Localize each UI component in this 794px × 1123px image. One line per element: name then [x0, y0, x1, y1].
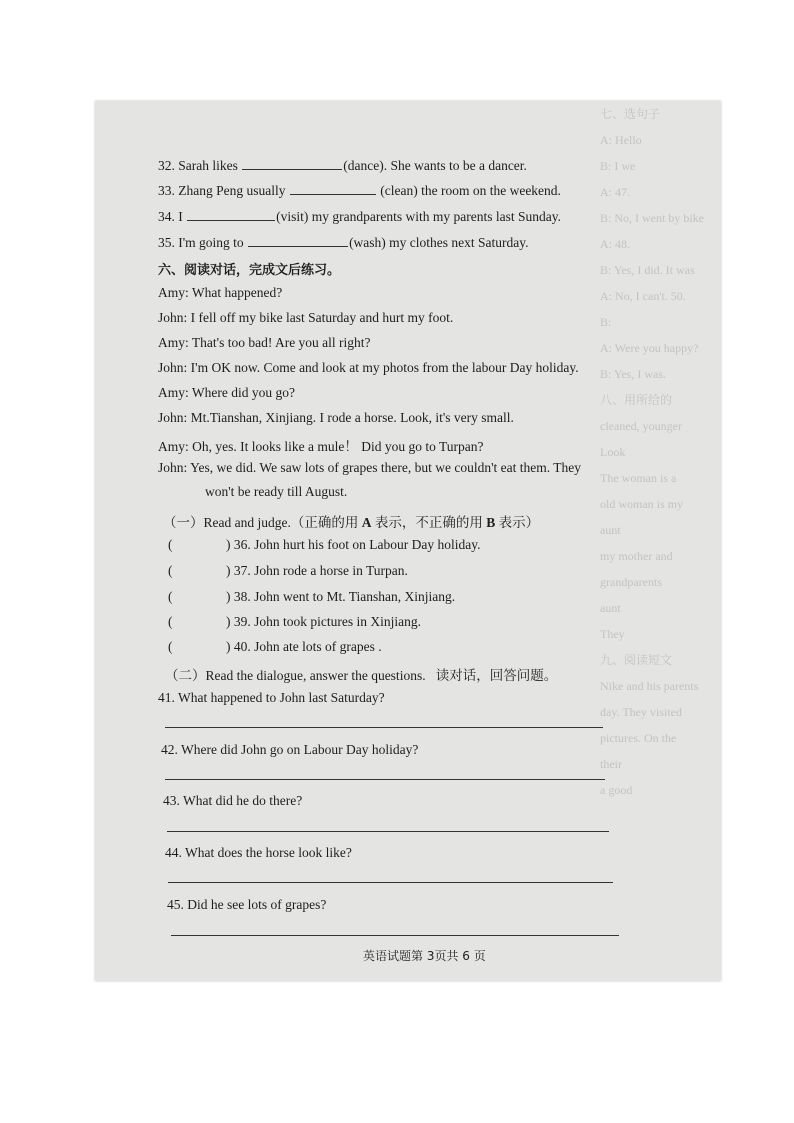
judge-item-40 — [168, 639, 382, 655]
ghost-line: A: 47. — [600, 185, 630, 199]
speaker: John: — [158, 410, 188, 425]
item-32 — [158, 157, 527, 174]
ghost-line: A: 48. — [600, 237, 630, 251]
bracket-open: ( — [168, 639, 173, 654]
answer-line-41[interactable] — [165, 727, 603, 728]
rule-text: 表示） — [498, 515, 540, 530]
ghost-line: A: Were you happy? — [600, 341, 699, 355]
item-hint: (dance). She wants to be a dancer. — [343, 158, 527, 173]
ghost-line: B: — [600, 315, 612, 329]
ghost-line: B: Yes, I did. It was — [600, 263, 695, 277]
item-number: 35. — [158, 235, 175, 250]
question-42: 42. Where did John go on Labour Day holiday? — [161, 742, 419, 757]
judge-statement: ) 38. John went to Mt. Tianshan, Xinjiang. — [226, 589, 456, 604]
dialogue-text: I'm OK now. Come and look at my photos from the labour Day holiday. — [190, 360, 579, 375]
ghost-line: aunt — [600, 601, 621, 615]
part-2-label: （二）Read the dialogue, answer the questions. — [165, 668, 426, 683]
dialogue-text: Mt.Tianshan, Xinjiang. I rode a horse. Look, it's very small. — [190, 410, 514, 425]
ghost-line: cleaned, younger — [600, 419, 682, 433]
dialogue-text: I fell off my bike last Saturday and hurt my foot. — [190, 310, 454, 325]
dialogue-line — [158, 360, 579, 376]
ghost-line: A: Hello — [600, 133, 642, 147]
answer-bracket-37[interactable] — [168, 563, 226, 579]
ghost-line: day. They visited — [600, 705, 682, 719]
part-1-instruction — [163, 511, 539, 531]
answer-blank-35[interactable] — [248, 234, 348, 247]
speaker: Amy: — [158, 439, 189, 454]
question-45: 45. Did he see lots of grapes? — [167, 897, 327, 912]
speaker: John: — [158, 310, 188, 325]
dialogue-text: That's too bad! Are you all right? — [191, 335, 371, 350]
dialogue-text: Oh, yes. It looks like a mule！ Did you go to Turpan? — [192, 439, 484, 454]
speaker: John: — [158, 360, 188, 375]
item-hint: (clean) the room on the weekend. — [380, 183, 561, 198]
rule-letter-b: B — [486, 515, 496, 530]
speaker: Amy: — [158, 285, 189, 300]
dialogue-text: What happened? — [191, 285, 283, 300]
ghost-line: grandparents — [600, 575, 662, 589]
dialogue-line — [158, 460, 581, 476]
bracket-open: ( — [168, 589, 173, 604]
dialogue-line — [158, 285, 282, 301]
item-hint: (visit) my grandparents with my parents last Sunday. — [276, 209, 561, 224]
judge-item-36 — [168, 537, 480, 553]
item-33 — [158, 182, 561, 199]
speaker: Amy: — [158, 335, 189, 350]
judge-item-39 — [168, 614, 421, 630]
ghost-line: Look — [600, 445, 626, 459]
item-text: I — [178, 209, 183, 224]
judge-statement: ) 40. John ate lots of grapes . — [226, 639, 382, 654]
judge-statement: ) 39. John took pictures in Xinjiang. — [226, 614, 421, 629]
answer-line-44[interactable] — [168, 882, 613, 883]
judge-statement: ) 36. John hurt his foot on Labour Day holiday. — [226, 537, 481, 552]
ghost-line: The woman is a — [600, 471, 677, 485]
bleed-through-next-column — [600, 101, 721, 981]
judge-item-37 — [168, 563, 408, 579]
page-footer: 英语试题第 3页共 6 页 — [363, 949, 486, 963]
item-number: 34. — [158, 209, 175, 224]
exam-page — [95, 101, 721, 981]
rule-letter-a: A — [361, 515, 372, 530]
ghost-line: 九、阅读短文 — [600, 653, 673, 667]
dialogue-continuation: won't be ready till August. — [205, 484, 348, 499]
part-1-label: （一）Read and judge. — [163, 515, 291, 530]
answer-blank-33[interactable] — [290, 182, 376, 195]
rule-text: （正确的用 — [290, 515, 359, 530]
answer-line-42[interactable] — [165, 779, 605, 780]
bracket-open: ( — [168, 563, 173, 578]
item-text: I'm going to — [178, 235, 244, 250]
item-34 — [158, 208, 561, 225]
answer-bracket-38[interactable] — [168, 589, 226, 605]
ghost-line: Nike and his parents — [600, 679, 699, 693]
ghost-line: B: Yes, I was. — [600, 367, 667, 381]
item-number: 32. — [158, 158, 175, 173]
question-44: 44. What does the horse look like? — [165, 845, 352, 860]
ghost-line: their — [600, 757, 622, 771]
answer-bracket-40[interactable] — [168, 639, 226, 655]
bracket-open: ( — [168, 614, 173, 629]
dialogue-line — [158, 435, 484, 455]
section-6-title: 六、阅读对话，完成文后练习。 — [158, 263, 341, 278]
answer-blank-34[interactable] — [187, 208, 275, 221]
item-text: Sarah likes — [178, 158, 238, 173]
ghost-line: a good — [600, 783, 633, 797]
ghost-line: my mother and — [600, 549, 673, 563]
ghost-line: 七、选句子 — [600, 107, 661, 121]
ghost-line: aunt — [600, 523, 621, 537]
judge-statement: ) 37. John rode a horse in Turpan. — [226, 563, 408, 578]
dialogue-line — [158, 410, 514, 426]
ghost-line: They — [600, 627, 625, 641]
item-35 — [158, 234, 529, 251]
rule-text: 表示，不正确的用 — [374, 515, 483, 530]
item-number: 33. — [158, 183, 175, 198]
dialogue-line — [158, 335, 371, 351]
dialogue-line — [158, 310, 453, 326]
question-41: 41. What happened to John last Saturday? — [158, 690, 385, 705]
ghost-line: old woman is my — [600, 497, 683, 511]
item-text: Zhang Peng usually — [178, 183, 286, 198]
dialogue-line — [158, 385, 295, 401]
part-2-instruction — [165, 664, 557, 684]
bracket-open: ( — [168, 537, 173, 552]
item-hint: (wash) my clothes next Saturday. — [349, 235, 529, 250]
answer-blank-32[interactable] — [242, 157, 342, 170]
ghost-line: 八、用所给的 — [600, 393, 673, 407]
dialogue-text: Where did you go? — [191, 385, 295, 400]
speaker: John: — [158, 460, 188, 475]
answer-line-43[interactable] — [167, 831, 609, 832]
part-2-cn: 读对话，回答问题。 — [435, 668, 558, 683]
judge-item-38 — [168, 589, 455, 605]
ghost-line: pictures. On the — [600, 731, 677, 745]
answer-line-45[interactable] — [171, 935, 619, 936]
ghost-line: B: I we — [600, 159, 636, 173]
ghost-line: B: No, I went by bike — [600, 211, 704, 225]
dialogue-text: Yes, we did. We saw lots of grapes there, but we couldn't eat them. They — [190, 460, 582, 475]
answer-bracket-36[interactable] — [168, 537, 226, 553]
question-43: 43. What did he do there? — [163, 793, 303, 808]
ghost-line: A: No, I can't. 50. — [600, 289, 686, 303]
answer-bracket-39[interactable] — [168, 614, 226, 630]
speaker: Amy: — [158, 385, 189, 400]
